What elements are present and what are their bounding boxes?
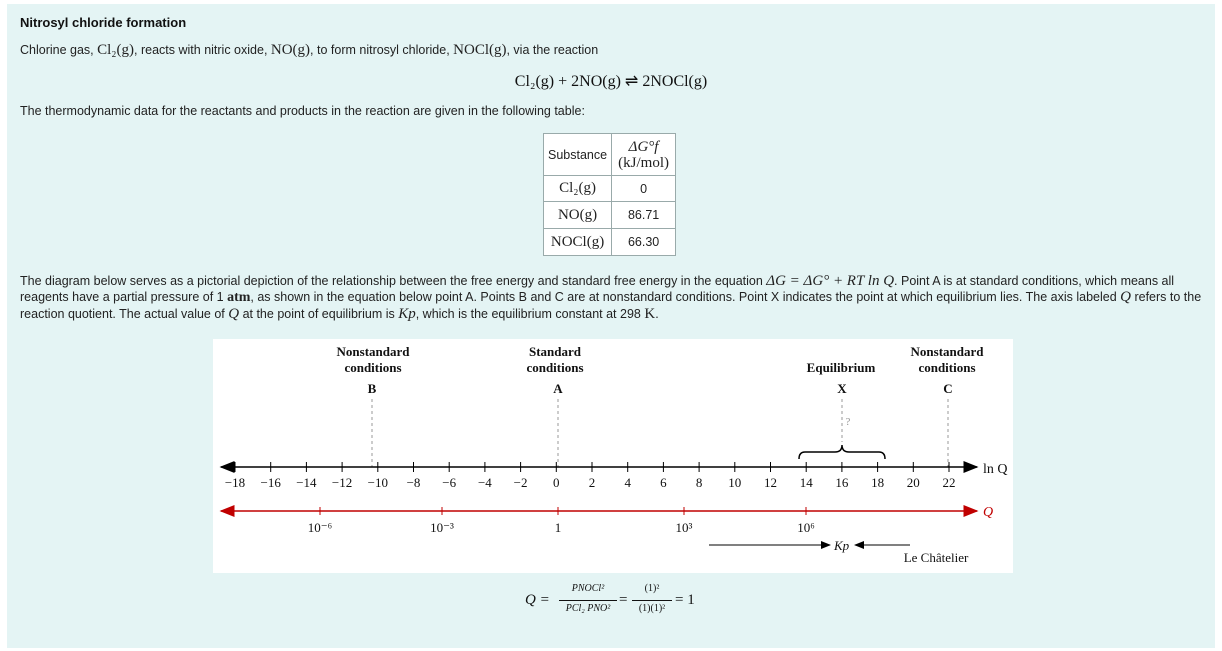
kp-symbol: Kp (398, 306, 416, 322)
q-tick-label: 10⁻⁶ (307, 520, 333, 535)
free-energy-equation: ΔG = ΔG° + RT ln Q (766, 273, 895, 289)
q-axis-label: Q (983, 505, 994, 520)
substance-cell: NO(g) (544, 202, 612, 229)
value-cell: 0 (612, 176, 676, 202)
lnq-tick-label: −4 (477, 475, 492, 490)
q-tick-label: 1 (554, 520, 562, 535)
table-row (544, 229, 676, 256)
lnq-tick-label: 18 (871, 475, 885, 490)
desc-part: . (655, 307, 659, 321)
lnq-tick-label: −12 (331, 475, 353, 490)
q-eq-rhs: = 1 (675, 592, 695, 608)
lnq-tick-label: 2 (588, 475, 596, 490)
thermo-table (543, 133, 676, 256)
lnq-tick-label: −6 (442, 475, 457, 490)
lnq-tick-label: 10 (728, 475, 742, 490)
kelvin-unit: K (644, 306, 656, 322)
nocl-formula: NOCl(g) (453, 42, 507, 58)
substance-cell: NOCl(g) (544, 229, 612, 256)
lnq-tick-label: −18 (224, 475, 246, 490)
header-substance: Substance (544, 134, 612, 176)
lnq-tick-label: 22 (942, 475, 956, 490)
c-header-line1: Nonstandard (910, 344, 984, 359)
intro-text (20, 42, 598, 58)
lnq-tick-label: 20 (906, 475, 920, 490)
description-text (20, 273, 1210, 322)
desc-part: , which is the equilibrium constant at 298 (415, 307, 645, 321)
lnq-tick-label: 0 (553, 475, 560, 490)
a-header-line2: conditions (526, 360, 584, 375)
header-dg-symbol: ΔG°f (628, 138, 659, 155)
lnq-axis-label: ln Q (983, 462, 1008, 477)
q-symbol: Q (1120, 289, 1131, 305)
a-header-line1: Standard (528, 344, 582, 359)
desc-part: . Point A is at standard conditions, which means all reagents have a partial pressure of 1 (20, 274, 1175, 304)
table-row (544, 202, 676, 229)
header-dg (612, 134, 676, 176)
point-a-label: A (553, 381, 563, 396)
desc-part: The diagram below serves as a pictorial depiction of the relationship between the free energy and standard free energy in the equation (20, 274, 767, 288)
lnq-tick-label: 12 (764, 475, 777, 490)
q-tick-label: 10⁶ (797, 520, 815, 535)
reaction-equation: Cl₂(g) + 2NO(g) ⇌ 2NOCl(g) (514, 73, 708, 90)
table-row (544, 176, 676, 202)
value-cell: 66.30 (612, 229, 676, 256)
intro-part: , via the reaction (506, 43, 599, 57)
q-eq-lhs: Q = (525, 592, 550, 608)
lnq-tick-label: 4 (624, 475, 631, 490)
q-eq-den1: PCl₂ PNO² (565, 603, 611, 614)
kp-label: Kp (834, 538, 850, 553)
lnq-tick-label: −16 (260, 475, 281, 490)
free-energy-diagram (213, 339, 1013, 573)
lnq-tick-label: −14 (296, 475, 317, 490)
problem-title: Nitrosyl chloride formation (20, 15, 187, 30)
point-b-label: B (367, 381, 377, 396)
header-units: (kJ/mol) (618, 154, 669, 171)
equilibrium-brace (799, 445, 885, 459)
atm-unit: atm (227, 290, 251, 305)
value-cell: 86.71 (612, 202, 676, 229)
desc-part: at the point of equilibrium is (239, 307, 399, 321)
desc-part: refers to the reaction quotient. The actual value of (20, 290, 1202, 321)
fraction-bar (632, 600, 672, 601)
fraction-bar (559, 600, 617, 601)
cl2-formula: Cl₂(g) (97, 42, 135, 58)
desc-part: , as shown in the equation below point A. Points B and C are at nonstandard conditions. Point X indicates the point at which equilibrium lies. The axis labeled (250, 290, 1121, 304)
intro-part: , to form nitrosyl chloride, (310, 43, 454, 57)
q-tick-label: 10³ (675, 520, 693, 535)
point-x-label: X (837, 381, 847, 396)
table-intro: The thermodynamic data for the reactants and products in the reaction are given in the following table: (20, 104, 585, 118)
q-eq-num2: (1)² (644, 583, 660, 594)
b-header-line1: Nonstandard (336, 344, 410, 359)
equals-sign: = (619, 592, 628, 608)
x-question-mark: ? (845, 416, 851, 428)
q-tick-label: 10⁻³ (430, 520, 454, 535)
q-eq-num1: PNOCl² (571, 583, 605, 594)
b-header-line2: conditions (344, 360, 402, 375)
q-eq-den2: (1)(1)² (638, 603, 666, 614)
c-header-line2: conditions (918, 360, 976, 375)
lnq-tick-label: −10 (367, 475, 388, 490)
substance-cell: Cl₂(g) (544, 176, 612, 202)
lnq-tick-label: −2 (513, 475, 528, 490)
lnq-tick-label: 6 (660, 475, 667, 490)
intro-part: , reacts with nitric oxide, (134, 43, 271, 57)
point-c-label: C (943, 381, 953, 396)
x-header: Equilibrium (806, 360, 876, 375)
lnq-tick-label: 8 (695, 475, 703, 490)
lnq-tick-label: 14 (799, 475, 813, 490)
q-symbol: Q (228, 306, 240, 322)
lechatelier-label: Le Châtelier (903, 550, 969, 565)
no-formula: NO(g) (270, 42, 311, 58)
lnq-tick-label: −8 (406, 475, 421, 490)
lnq-tick-label: 16 (835, 475, 849, 490)
intro-part: Chlorine gas, (20, 43, 98, 57)
